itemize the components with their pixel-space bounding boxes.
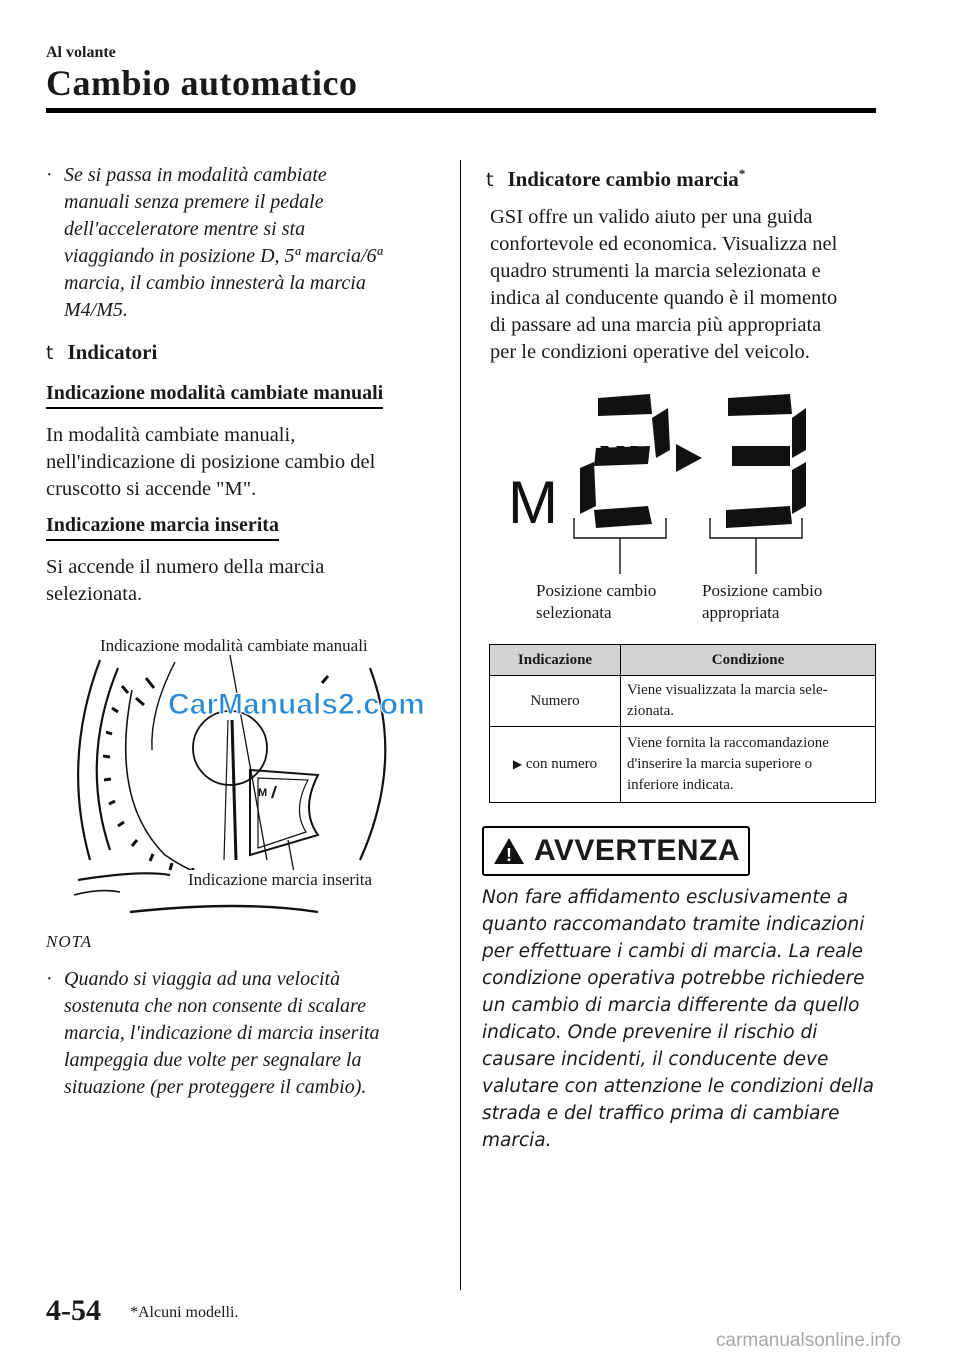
paragraph-manual-mode [46, 422, 375, 503]
footnote-star: * [738, 166, 746, 181]
table-cell [490, 727, 621, 803]
table-row [490, 676, 876, 727]
figure-label-gear-engaged: Indicazione marcia inserita [188, 870, 373, 889]
para-line: quadro strumenti la marcia selezionata e [490, 260, 821, 282]
section-label: Al volante [46, 44, 116, 61]
warning-box [482, 826, 750, 876]
header-rule [46, 108, 876, 113]
bullet-line: manuali senza premere il pedale [64, 191, 324, 213]
label-line: Posizione cambio [536, 581, 657, 600]
para-line: nell'indicazione di posizione cambio del [46, 451, 376, 473]
heading-text: Indicatori [67, 340, 158, 364]
table-cell [621, 727, 876, 803]
para-line: In modalità cambiate manuali, [46, 424, 296, 446]
column-divider [460, 160, 461, 1290]
bullet-line: Se si passa in modalità cambiate [64, 164, 327, 186]
para-line: GSI offre un valido aiuto per una guida [490, 206, 813, 228]
page-title: Cambio automatico [46, 63, 358, 103]
figure-m-letter: M [258, 787, 268, 799]
warning-triangle-icon [492, 836, 526, 866]
page-number: 4-54 [46, 1294, 101, 1327]
bullet-line: viaggiando in posizione D, 5ª marcia/6ª [64, 245, 383, 267]
para-line: cruscotto si accende "M". [46, 478, 257, 500]
paragraph-gsi [490, 204, 837, 366]
heading-indicatori [46, 340, 157, 365]
para-line: di passare ad una marcia più appropriata [490, 314, 822, 336]
note-line: situazione (per proteggere il cambio). [64, 1076, 367, 1098]
warning-line: indicato. Onde prevenire il rischio di [482, 1022, 818, 1043]
cell-line: Viene visualizzata la marcia sele- [627, 682, 828, 698]
warning-title: AVVERTENZA [533, 834, 741, 867]
watermark-overlay: CarManuals2.com [168, 688, 425, 721]
warning-line: per effettuare i cambi di marcia. La reale [482, 941, 863, 962]
table-header-row [490, 645, 876, 676]
warning-text [482, 884, 874, 1154]
heading-marker: t [46, 342, 54, 364]
warning-line: strada e del traffico prima di cambiare [482, 1103, 840, 1124]
label-line: appropriata [702, 603, 780, 622]
figure-label-appropriate [702, 580, 822, 624]
heading-marker: t [486, 169, 494, 191]
warning-icon-glyph: ! [505, 845, 512, 865]
subheading-gear-engaged: Indicazione marcia inserita [46, 514, 279, 541]
note-line: lampeggia due volte per segnalare la [64, 1049, 362, 1071]
bullet-line: M4/M5. [64, 299, 128, 321]
cell-line: zionata. [627, 703, 675, 719]
cell-line: d'inserire la marcia superiore o [627, 756, 813, 772]
para-line: confortevole ed economica. Visualizza nel [490, 233, 838, 255]
table-row [490, 727, 876, 803]
cell-line: inferiore indicata. [627, 777, 734, 793]
label-line: selezionata [536, 603, 612, 622]
note-line: Quando si viaggia ad una velocità [64, 968, 341, 990]
note-line: sostenuta che non consente di scalare [64, 995, 366, 1017]
table-header: Indicazione [490, 645, 621, 676]
warning-line: un cambio di marcia differente da quello [482, 995, 860, 1016]
bullet-line: marcia, il cambio innesterà la marcia [64, 272, 366, 294]
bullet-paragraph [46, 162, 382, 324]
display-m-letter: M [508, 469, 558, 536]
warning-line: condizione operativa potrebbe richiedere [482, 968, 865, 989]
heading-gear-shift-indicator [486, 166, 745, 192]
bullet-dot: · [46, 164, 53, 186]
figure-label-selected [536, 580, 656, 624]
heading-text: Indicatore cambio marcia [507, 167, 739, 191]
arrow-icon: ▶ [512, 757, 523, 771]
table-cell [621, 676, 876, 727]
warning-line: valutare con attenzione le condizioni della [482, 1076, 874, 1097]
subheading-manual-mode: Indicazione modalità cambiate manuali [46, 382, 383, 409]
paragraph-gear-engaged [46, 554, 324, 608]
note-title: NOTA [46, 932, 93, 951]
site-watermark: carmanualsonline.info [716, 1330, 901, 1351]
para-line: indica al conducente quando è il momento [490, 287, 838, 309]
indicator-table [489, 644, 876, 803]
note-line: marcia, l'indicazione di marcia inserita [64, 1022, 380, 1044]
figure-label-manual-mode: Indicazione modalità cambiate manuali [100, 636, 368, 655]
warning-line: Non fare affidamento esclusivamente a [482, 887, 849, 908]
para-line: Si accende il numero della marcia [46, 556, 325, 578]
bullet-line: dell'acceleratore mentre si sta [64, 218, 306, 240]
label-line: Posizione cambio [702, 581, 823, 600]
cell-text: con numero [525, 756, 598, 772]
bullet-dot: · [46, 968, 53, 990]
cell-line: Viene fornita la raccomandazione [627, 735, 829, 751]
gear-display-figure [500, 388, 830, 578]
para-line: selezionata. [46, 583, 143, 605]
table-header: Condizione [621, 645, 876, 676]
warning-line: causare incidenti, il conducente deve [482, 1049, 829, 1070]
table-cell: Numero [490, 676, 621, 727]
para-line: per le condizioni operative del veicolo. [490, 341, 810, 363]
warning-line: quanto raccomandato tramite indicazioni [482, 914, 865, 935]
warning-line: marcia. [482, 1130, 552, 1151]
note-paragraph [46, 966, 380, 1101]
footnote: *Alcuni modelli. [130, 1304, 239, 1321]
